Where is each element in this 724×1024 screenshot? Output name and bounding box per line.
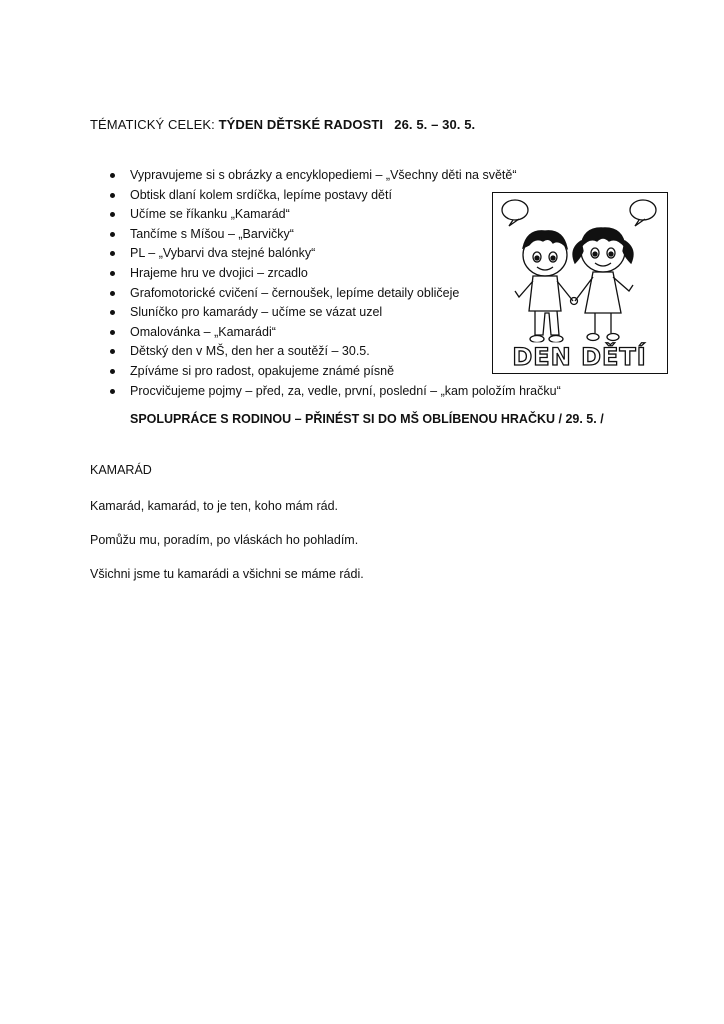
den-deti-illustration (492, 192, 668, 374)
bullet-icon (110, 310, 115, 315)
poem-title: KAMARÁD (90, 463, 152, 477)
list-item: Tančíme s Míšou – „Barvičky“ (110, 225, 561, 245)
theme-title: TÝDEN DĚTSKÉ RADOSTI (218, 117, 384, 132)
bullet-icon (110, 369, 115, 374)
bullet-icon (110, 330, 115, 335)
list-item: Obtisk dlaní kolem srdíčka, lepíme postavy dětí (110, 186, 561, 206)
theme-heading (90, 117, 475, 132)
bullet-icon (110, 232, 115, 237)
list-item: Učíme se říkanku „Kamarád“ (110, 205, 561, 225)
list-item: Hrajeme hru ve dvojici – zrcadlo (110, 264, 561, 284)
bullet-icon (110, 173, 115, 178)
bullet-icon (110, 349, 115, 354)
list-item: Omalovánka – „Kamarádi“ (110, 323, 561, 343)
poem-line: Pomůžu mu, poradím, po vláskách ho pohladím. (90, 533, 359, 547)
list-item: Dětský den v MŠ, den her a soutěží – 30.5. (110, 342, 561, 362)
family-cooperation-note: SPOLUPRÁCE S RODINOU – PŘINÉST SI DO MŠ OBLÍBENOU HRAČKU / 29. 5. / (130, 412, 604, 426)
list-item: PL – „Vybarvi dva stejné balónky“ (110, 244, 561, 264)
poem-line: Všichni jsme tu kamarádi a všichni se máme rádi. (90, 567, 364, 581)
bullet-icon (110, 193, 115, 198)
bullet-icon (110, 389, 115, 394)
list-item: Procvičujeme pojmy – před, za, vedle, první, poslední – „kam položím hračku“ (110, 382, 561, 402)
theme-dates: 26. 5. – 30. 5. (394, 117, 476, 132)
bullet-icon (110, 291, 115, 296)
list-item: Sluníčko pro kamarády – učíme se vázat uzel (110, 303, 561, 323)
children-holding-hands-icon (493, 193, 666, 372)
theme-prefix: TÉMATICKÝ CELEK: (90, 117, 219, 132)
illustration-caption: DEN DĚTÍ (512, 343, 647, 371)
list-item: Zpíváme si pro radost, opakujeme známé písně (110, 362, 561, 382)
bullet-icon (110, 212, 115, 217)
bullet-icon (110, 271, 115, 276)
list-item: Grafomotorické cvičení – černoušek, lepíme detaily obličeje (110, 284, 561, 304)
poem-line: Kamarád, kamarád, to je ten, koho mám rád. (90, 499, 339, 513)
bullet-icon (110, 251, 115, 256)
list-item: Vypravujeme si s obrázky a encyklopediemi – „Všechny děti na světě“ (110, 166, 561, 186)
